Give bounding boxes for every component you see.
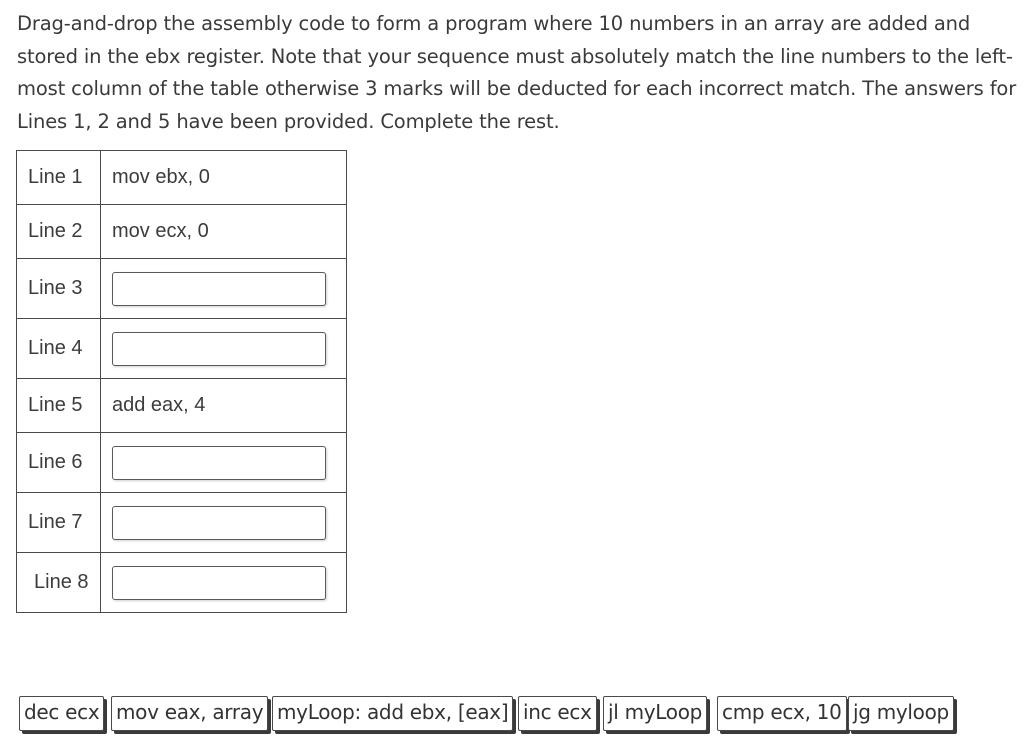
table-row [17, 205, 347, 259]
table-row [17, 493, 347, 553]
drag-chip[interactable]: mov eax, array [111, 696, 268, 731]
given-answer: mov ecx, 0 [101, 205, 347, 259]
line-label: Line 4 [17, 319, 101, 379]
drag-chip[interactable]: jg myloop [848, 696, 954, 731]
table-row [17, 259, 347, 319]
answer-bank [15, 693, 1024, 747]
given-answer: add eax, 4 [101, 379, 347, 433]
line-label: Line 5 [17, 379, 101, 433]
table-row [17, 151, 347, 205]
line-label: Line 1 [17, 151, 101, 205]
line-label: Line 3 [17, 259, 101, 319]
drop-cell [101, 259, 347, 319]
line-label: Line 8 [17, 553, 101, 613]
drop-zone-line-8[interactable] [112, 566, 326, 600]
line-label: Line 7 [17, 493, 101, 553]
drop-zone-line-4[interactable] [112, 332, 326, 366]
drop-cell [101, 493, 347, 553]
drag-chip[interactable]: inc ecx [518, 696, 597, 731]
given-answer: mov ebx, 0 [101, 151, 347, 205]
drop-zone-line-6[interactable] [112, 446, 326, 480]
question-text: Drag-and-drop the assembly code to form a program where 10 numbers in an array are added and stored in the ebx register. Note that your sequence must absolutely match the line numbers to the left-most column of the table otherwise 3 marks will be deducted for each incorrect match. The answers for Lines 1, 2 and 5 have been provided. Complete the rest. [17, 12, 1017, 134]
drag-chip[interactable]: dec ecx [19, 696, 104, 731]
drag-chip[interactable]: jl myLoop [603, 696, 707, 731]
answer-table [16, 150, 347, 613]
drop-cell [101, 433, 347, 493]
line-label: Line 6 [17, 433, 101, 493]
table-row [17, 319, 347, 379]
table-row [17, 433, 347, 493]
line-label: Line 2 [17, 205, 101, 259]
drag-chip[interactable]: myLoop: add ebx, [eax] [272, 696, 513, 731]
drop-cell [101, 553, 347, 613]
drop-cell [101, 319, 347, 379]
table-row [17, 379, 347, 433]
drop-zone-line-7[interactable] [112, 506, 326, 540]
drag-chip[interactable]: cmp ecx, 10 [717, 696, 847, 731]
table-row [17, 553, 347, 613]
drop-zone-line-3[interactable] [112, 272, 326, 306]
